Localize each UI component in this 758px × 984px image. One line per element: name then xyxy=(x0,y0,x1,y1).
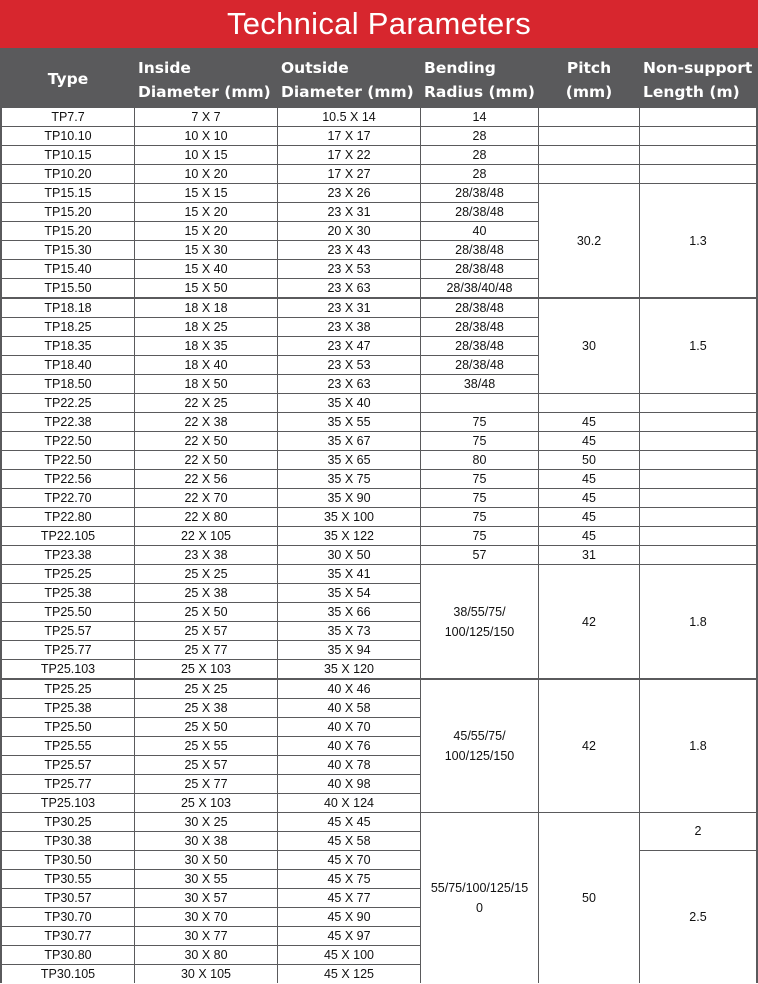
bending-radius-cell: 75 xyxy=(421,489,538,507)
outside-diameter-cell: 30 X 50 xyxy=(278,546,420,564)
bending-radius-cell: 28 xyxy=(421,165,538,183)
outside-diameter-cell: 17 X 27 xyxy=(278,165,420,183)
type-cell: TP18.18 xyxy=(2,299,134,317)
pitch-cell: 50 xyxy=(539,813,639,983)
inside-diameter-cell: 10 X 15 xyxy=(135,146,277,164)
pitch-cell: 50 xyxy=(539,451,639,469)
type-cell: TP18.50 xyxy=(2,375,134,393)
inside-diameter-cell: 15 X 50 xyxy=(135,279,277,297)
type-cell: TP25.50 xyxy=(2,603,134,621)
outside-diameter-cell: 23 X 47 xyxy=(278,337,420,355)
bending-radius-cell: 57 xyxy=(421,546,538,564)
non-support-length-cell: 1.8 xyxy=(640,680,756,812)
type-cell: TP25.57 xyxy=(2,622,134,640)
bending-radius-cell: 75 xyxy=(421,527,538,545)
outside-diameter-cell: 35 X 67 xyxy=(278,432,420,450)
type-cell: TP22.70 xyxy=(2,489,134,507)
non-support-length-cell: 2 xyxy=(640,813,756,850)
type-cell: TP25.103 xyxy=(2,794,134,812)
type-cell: TP25.77 xyxy=(2,775,134,793)
page-title: Technical Parameters xyxy=(0,0,758,48)
type-cell: TP10.20 xyxy=(2,165,134,183)
inside-diameter-cell: 25 X 103 xyxy=(135,660,277,678)
type-cell: TP22.38 xyxy=(2,413,134,431)
bending-radius-cell: 28/38/40/48 xyxy=(421,279,538,297)
outside-diameter-cell: 17 X 22 xyxy=(278,146,420,164)
type-cell: TP15.20 xyxy=(2,222,134,240)
type-cell: TP25.38 xyxy=(2,584,134,602)
inside-diameter-cell: 22 X 70 xyxy=(135,489,277,507)
non-support-length-cell xyxy=(640,165,756,183)
outside-diameter-cell: 35 X 66 xyxy=(278,603,420,621)
non-support-length-cell xyxy=(640,108,756,126)
outside-diameter-cell: 35 X 122 xyxy=(278,527,420,545)
pitch-cell: 45 xyxy=(539,432,639,450)
bending-radius-cell: 75 xyxy=(421,508,538,526)
inside-diameter-cell: 10 X 20 xyxy=(135,165,277,183)
outside-diameter-cell: 45 X 77 xyxy=(278,889,420,907)
inside-diameter-cell: 30 X 70 xyxy=(135,908,277,926)
inside-diameter-cell: 25 X 77 xyxy=(135,775,277,793)
pitch-cell: 45 xyxy=(539,470,639,488)
inside-diameter-cell: 30 X 57 xyxy=(135,889,277,907)
outside-diameter-cell: 45 X 90 xyxy=(278,908,420,926)
bending-radius-merged-cell: 55/75/100/125/15 0 xyxy=(421,813,538,983)
outside-diameter-cell: 35 X 120 xyxy=(278,660,420,678)
type-cell: TP30.38 xyxy=(2,832,134,850)
inside-diameter-cell: 15 X 15 xyxy=(135,184,277,202)
bending-radius-merged-cell: 45/55/75/ 100/125/150 xyxy=(421,680,538,812)
pitch-cell: 45 xyxy=(539,489,639,507)
outside-diameter-cell: 20 X 30 xyxy=(278,222,420,240)
non-support-length-cell xyxy=(640,127,756,145)
outside-diameter-cell: 40 X 76 xyxy=(278,737,420,755)
bending-radius-cell: 80 xyxy=(421,451,538,469)
type-cell: TP10.15 xyxy=(2,146,134,164)
bending-radius-cell: 28 xyxy=(421,127,538,145)
type-cell: TP25.57 xyxy=(2,756,134,774)
inside-diameter-cell: 15 X 40 xyxy=(135,260,277,278)
outside-diameter-cell: 23 X 38 xyxy=(278,318,420,336)
bending-radius-cell: 14 xyxy=(421,108,538,126)
pitch-cell xyxy=(539,165,639,183)
bending-radius-cell: 28/38/48 xyxy=(421,203,538,221)
type-cell: TP25.38 xyxy=(2,699,134,717)
outside-diameter-cell: 23 X 31 xyxy=(278,299,420,317)
outside-diameter-cell: 23 X 43 xyxy=(278,241,420,259)
pitch-cell: 45 xyxy=(539,508,639,526)
pitch-cell xyxy=(539,108,639,126)
bending-radius-cell: 28/38/48 xyxy=(421,184,538,202)
bending-radius-cell: 28/38/48 xyxy=(421,299,538,317)
inside-diameter-cell: 22 X 80 xyxy=(135,508,277,526)
inside-diameter-cell: 22 X 25 xyxy=(135,394,277,412)
type-cell: TP22.50 xyxy=(2,432,134,450)
inside-diameter-cell: 30 X 25 xyxy=(135,813,277,831)
outside-diameter-cell: 35 X 100 xyxy=(278,508,420,526)
inside-diameter-cell: 22 X 50 xyxy=(135,451,277,469)
type-cell: TP30.55 xyxy=(2,870,134,888)
non-support-length-cell xyxy=(640,413,756,431)
bending-radius-cell: 28/38/48 xyxy=(421,260,538,278)
inside-diameter-cell: 25 X 50 xyxy=(135,718,277,736)
outside-diameter-cell: 45 X 97 xyxy=(278,927,420,945)
pitch-cell xyxy=(539,127,639,145)
outside-diameter-cell: 35 X 90 xyxy=(278,489,420,507)
outside-diameter-cell: 23 X 31 xyxy=(278,203,420,221)
outside-diameter-cell: 35 X 73 xyxy=(278,622,420,640)
inside-diameter-cell: 18 X 50 xyxy=(135,375,277,393)
outside-diameter-cell: 35 X 55 xyxy=(278,413,420,431)
outside-diameter-cell: 35 X 54 xyxy=(278,584,420,602)
inside-diameter-cell: 22 X 56 xyxy=(135,470,277,488)
header-pitch: Pitch (mm) xyxy=(539,52,639,106)
non-support-length-cell xyxy=(640,489,756,507)
outside-diameter-cell: 23 X 53 xyxy=(278,356,420,374)
outside-diameter-cell: 40 X 70 xyxy=(278,718,420,736)
type-cell: TP15.15 xyxy=(2,184,134,202)
type-cell: TP22.105 xyxy=(2,527,134,545)
outside-diameter-cell: 40 X 58 xyxy=(278,699,420,717)
outside-diameter-cell: 45 X 70 xyxy=(278,851,420,869)
outside-diameter-cell: 35 X 65 xyxy=(278,451,420,469)
non-support-length-cell xyxy=(640,470,756,488)
type-cell: TP25.77 xyxy=(2,641,134,659)
outside-diameter-cell: 35 X 41 xyxy=(278,565,420,583)
inside-diameter-cell: 22 X 38 xyxy=(135,413,277,431)
outside-diameter-cell: 45 X 58 xyxy=(278,832,420,850)
non-support-length-cell: 1.8 xyxy=(640,565,756,678)
inside-diameter-cell: 22 X 105 xyxy=(135,527,277,545)
non-support-length-cell: 1.3 xyxy=(640,184,756,297)
bending-radius-cell xyxy=(421,394,538,412)
header-inside-diameter: Inside Diameter (mm) xyxy=(135,52,277,106)
outside-diameter-cell: 40 X 78 xyxy=(278,756,420,774)
outside-diameter-cell: 10.5 X 14 xyxy=(278,108,420,126)
inside-diameter-cell: 18 X 40 xyxy=(135,356,277,374)
bending-radius-cell: 75 xyxy=(421,470,538,488)
bending-radius-cell: 38/48 xyxy=(421,375,538,393)
bending-radius-merged-cell: 38/55/75/ 100/125/150 xyxy=(421,565,538,678)
inside-diameter-cell: 25 X 50 xyxy=(135,603,277,621)
inside-diameter-cell: 25 X 103 xyxy=(135,794,277,812)
pitch-cell: 45 xyxy=(539,413,639,431)
outside-diameter-cell: 45 X 75 xyxy=(278,870,420,888)
pitch-cell: 42 xyxy=(539,680,639,812)
bending-radius-cell: 40 xyxy=(421,222,538,240)
type-cell: TP30.50 xyxy=(2,851,134,869)
type-cell: TP23.38 xyxy=(2,546,134,564)
pitch-cell: 42 xyxy=(539,565,639,678)
inside-diameter-cell: 22 X 50 xyxy=(135,432,277,450)
bending-radius-cell: 28/38/48 xyxy=(421,337,538,355)
bending-radius-cell: 75 xyxy=(421,413,538,431)
type-cell: TP25.103 xyxy=(2,660,134,678)
outside-diameter-cell: 35 X 94 xyxy=(278,641,420,659)
inside-diameter-cell: 30 X 77 xyxy=(135,927,277,945)
outside-diameter-cell: 40 X 98 xyxy=(278,775,420,793)
inside-diameter-cell: 23 X 38 xyxy=(135,546,277,564)
type-cell: TP18.35 xyxy=(2,337,134,355)
type-cell: TP22.25 xyxy=(2,394,134,412)
pitch-cell: 30.2 xyxy=(539,184,639,297)
outside-diameter-cell: 23 X 26 xyxy=(278,184,420,202)
non-support-length-cell: 1.5 xyxy=(640,299,756,393)
bending-radius-cell: 28/38/48 xyxy=(421,318,538,336)
inside-diameter-cell: 7 X 7 xyxy=(135,108,277,126)
inside-diameter-cell: 30 X 80 xyxy=(135,946,277,964)
header-non-support-length: Non-support Length (m) xyxy=(640,52,756,106)
inside-diameter-cell: 15 X 30 xyxy=(135,241,277,259)
inside-diameter-cell: 18 X 35 xyxy=(135,337,277,355)
non-support-length-cell: 2.5 xyxy=(640,851,756,983)
inside-diameter-cell: 15 X 20 xyxy=(135,222,277,240)
type-cell: TP22.56 xyxy=(2,470,134,488)
outside-diameter-cell: 17 X 17 xyxy=(278,127,420,145)
pitch-cell: 45 xyxy=(539,527,639,545)
pitch-cell xyxy=(539,394,639,412)
type-cell: TP15.40 xyxy=(2,260,134,278)
bending-radius-cell: 28/38/48 xyxy=(421,241,538,259)
header-type: Type xyxy=(2,52,134,106)
inside-diameter-cell: 25 X 38 xyxy=(135,699,277,717)
outside-diameter-cell: 45 X 100 xyxy=(278,946,420,964)
non-support-length-cell xyxy=(640,546,756,564)
inside-diameter-cell: 18 X 18 xyxy=(135,299,277,317)
inside-diameter-cell: 30 X 50 xyxy=(135,851,277,869)
inside-diameter-cell: 30 X 105 xyxy=(135,965,277,983)
outside-diameter-cell: 40 X 124 xyxy=(278,794,420,812)
outside-diameter-cell: 35 X 75 xyxy=(278,470,420,488)
type-cell: TP30.105 xyxy=(2,965,134,983)
non-support-length-cell xyxy=(640,451,756,469)
type-cell: TP22.50 xyxy=(2,451,134,469)
outside-diameter-cell: 40 X 46 xyxy=(278,680,420,698)
type-cell: TP15.30 xyxy=(2,241,134,259)
type-cell: TP25.55 xyxy=(2,737,134,755)
outside-diameter-cell: 23 X 63 xyxy=(278,375,420,393)
type-cell: TP30.70 xyxy=(2,908,134,926)
inside-diameter-cell: 25 X 25 xyxy=(135,565,277,583)
inside-diameter-cell: 25 X 57 xyxy=(135,622,277,640)
inside-diameter-cell: 30 X 55 xyxy=(135,870,277,888)
type-cell: TP10.10 xyxy=(2,127,134,145)
header-bending-radius: Bending Radius (mm) xyxy=(421,52,538,106)
inside-diameter-cell: 25 X 38 xyxy=(135,584,277,602)
type-cell: TP7.7 xyxy=(2,108,134,126)
type-cell: TP18.25 xyxy=(2,318,134,336)
inside-diameter-cell: 10 X 10 xyxy=(135,127,277,145)
type-cell: TP25.25 xyxy=(2,565,134,583)
bending-radius-cell: 28 xyxy=(421,146,538,164)
type-cell: TP18.40 xyxy=(2,356,134,374)
type-cell: TP30.57 xyxy=(2,889,134,907)
type-cell: TP30.25 xyxy=(2,813,134,831)
inside-diameter-cell: 30 X 38 xyxy=(135,832,277,850)
type-cell: TP15.50 xyxy=(2,279,134,297)
bending-radius-cell: 75 xyxy=(421,432,538,450)
inside-diameter-cell: 25 X 55 xyxy=(135,737,277,755)
inside-diameter-cell: 25 X 77 xyxy=(135,641,277,659)
type-cell: TP22.80 xyxy=(2,508,134,526)
non-support-length-cell xyxy=(640,527,756,545)
non-support-length-cell xyxy=(640,146,756,164)
outside-diameter-cell: 23 X 63 xyxy=(278,279,420,297)
inside-diameter-cell: 25 X 25 xyxy=(135,680,277,698)
outside-diameter-cell: 45 X 125 xyxy=(278,965,420,983)
inside-diameter-cell: 15 X 20 xyxy=(135,203,277,221)
pitch-cell: 31 xyxy=(539,546,639,564)
bending-radius-cell: 28/38/48 xyxy=(421,356,538,374)
non-support-length-cell xyxy=(640,508,756,526)
outside-diameter-cell: 45 X 45 xyxy=(278,813,420,831)
outside-diameter-cell: 23 X 53 xyxy=(278,260,420,278)
type-cell: TP25.50 xyxy=(2,718,134,736)
inside-diameter-cell: 18 X 25 xyxy=(135,318,277,336)
non-support-length-cell xyxy=(640,394,756,412)
pitch-cell: 30 xyxy=(539,299,639,393)
type-cell: TP30.77 xyxy=(2,927,134,945)
header-outside-diameter: Outside Diameter (mm) xyxy=(278,52,420,106)
pitch-cell xyxy=(539,146,639,164)
inside-diameter-cell: 25 X 57 xyxy=(135,756,277,774)
outside-diameter-cell: 35 X 40 xyxy=(278,394,420,412)
type-cell: TP25.25 xyxy=(2,680,134,698)
type-cell: TP15.20 xyxy=(2,203,134,221)
non-support-length-cell xyxy=(640,432,756,450)
type-cell: TP30.80 xyxy=(2,946,134,964)
